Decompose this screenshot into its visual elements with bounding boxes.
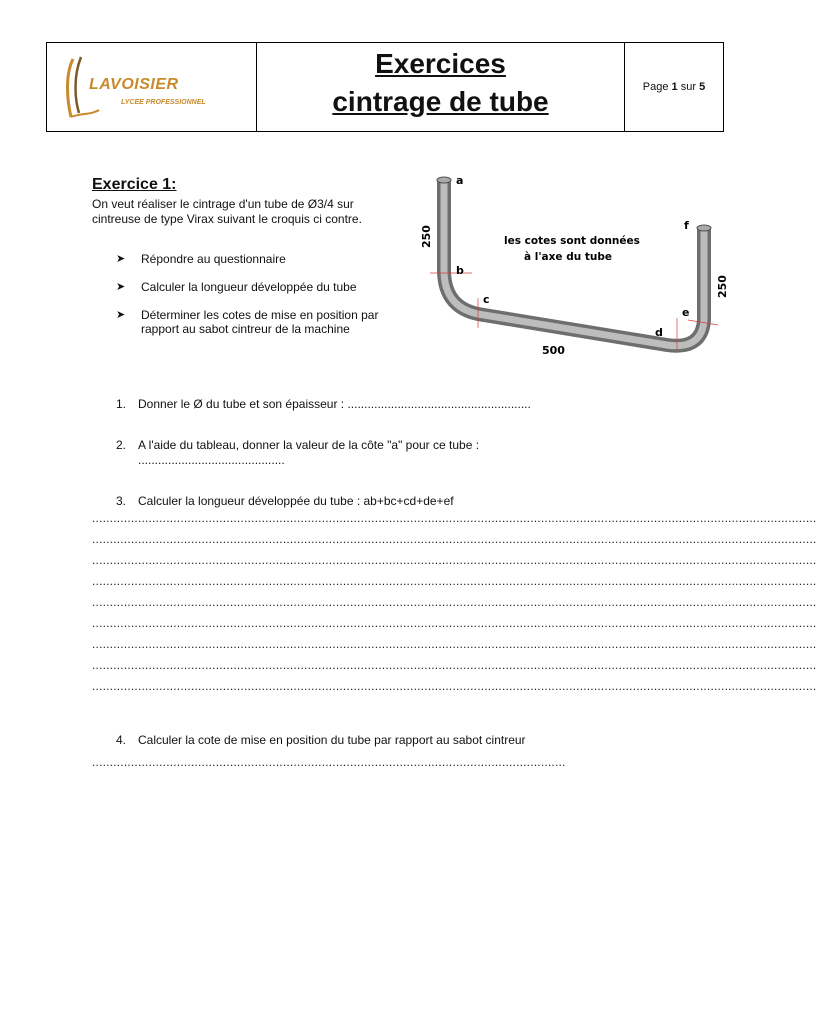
arrow-bullet-icon: ➤ bbox=[116, 309, 126, 321]
page-current: 1 bbox=[671, 81, 678, 93]
label-a: a bbox=[456, 174, 464, 187]
exercise-intro: On veut réaliser le cintrage d'un tube de Ø3/4 sur cintreuse de type Virax suivant le croquis ci contre. bbox=[92, 197, 362, 226]
question-4: 4. Calculer la cote de mise en position du tube par rapport au sabot cintreur bbox=[116, 733, 526, 747]
answer-line[interactable]: ............................................................................................................................................................................................................. bbox=[92, 679, 816, 693]
drawing-note-2: à l'axe du tube bbox=[524, 251, 612, 263]
page-total: 5 bbox=[699, 81, 706, 93]
label-e: e bbox=[682, 306, 690, 319]
bullet-list bbox=[116, 252, 406, 350]
question-3: 3. Calculer la longueur développée du tube : ab+bc+cd+de+ef bbox=[116, 494, 454, 508]
drawing-note-1: les cotes sont données bbox=[504, 235, 640, 247]
page-prefix: Page bbox=[642, 81, 669, 93]
page-mid: sur bbox=[680, 81, 697, 93]
arrow-bullet-icon: ➤ bbox=[116, 253, 126, 265]
answer-line[interactable]: ............................................................................................................................................................................................................. bbox=[92, 595, 816, 609]
answer-line[interactable]: ............................................................................................................................................................................................................. bbox=[92, 511, 816, 525]
question-2: 2. A l'aide du tableau, donner la valeur de la côte "a" pour ce tube : ............................................ bbox=[116, 438, 480, 467]
answer-line[interactable]: ............................................ bbox=[138, 453, 285, 467]
page-number bbox=[625, 43, 723, 131]
dim-bottom: 500 bbox=[542, 344, 565, 357]
logo-main-text: LAVOISIER bbox=[89, 76, 179, 93]
title-line-2: cintrage de tube bbox=[332, 86, 549, 117]
arrow-bullet-icon: ➤ bbox=[116, 281, 126, 293]
label-d: d bbox=[655, 326, 663, 339]
label-c: c bbox=[483, 293, 490, 306]
title-line-1: Exercices bbox=[375, 48, 506, 79]
exercise-title: Exercice 1: bbox=[92, 176, 177, 193]
list-item: ➤ Répondre au questionnaire bbox=[116, 252, 286, 266]
list-item: ➤ Déterminer les cotes de mise en position par rapport au sabot cintreur de la machine bbox=[116, 308, 379, 336]
label-f: f bbox=[684, 219, 689, 232]
dim-right: 250 bbox=[716, 275, 729, 298]
logo-sub-text: LYCEE PROFESSIONNEL bbox=[121, 99, 206, 106]
answer-line[interactable]: ............................................................................................................................................................................................................. bbox=[92, 532, 816, 546]
answer-line[interactable]: ............................................................................................................................................................................................................. bbox=[92, 574, 816, 588]
answer-line[interactable]: ............................................................................................................................................................................................................. bbox=[92, 553, 816, 567]
answer-line[interactable]: ............................................................................................................................................................................................................. bbox=[92, 658, 816, 672]
answer-line[interactable]: ...................................................................................................................................... bbox=[92, 755, 566, 769]
list-item: ➤ Calculer la longueur développée du tube bbox=[116, 280, 357, 294]
header-table bbox=[46, 42, 724, 132]
tube-drawing bbox=[412, 170, 732, 370]
answer-line[interactable]: ............................................................................................................................................................................................................. bbox=[92, 616, 816, 630]
answer-line[interactable]: ............................................................................................................................................................................................................. bbox=[92, 637, 816, 651]
title-cell bbox=[257, 43, 625, 131]
dim-left: 250 bbox=[420, 225, 433, 248]
logo-cell bbox=[47, 43, 257, 131]
question-1: 1. Donner le Ø du tube et son épaisseur : ....................................................... bbox=[116, 397, 531, 411]
label-b: b bbox=[456, 264, 464, 277]
